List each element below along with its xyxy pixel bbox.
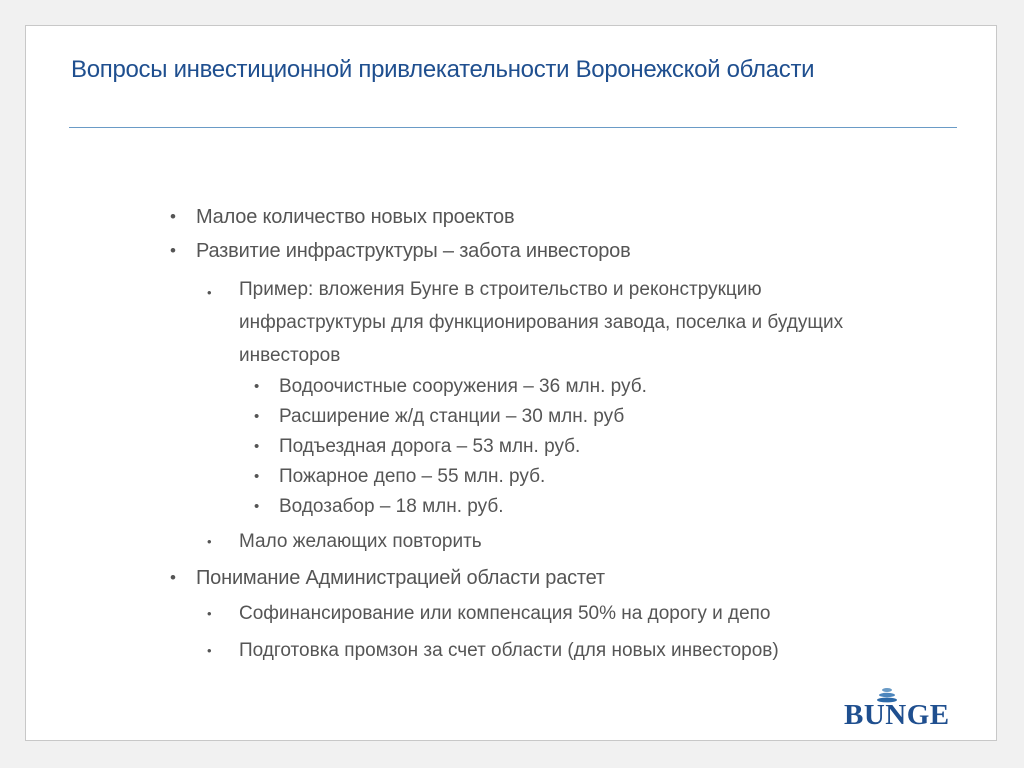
list-item [254,376,647,398]
bullet-icon: • [207,285,212,300]
bullet-icon: • [254,378,260,395]
list-item [207,273,879,372]
list-item-text: Софинансирование или компенсация 50% на дорогу и депо [239,603,771,624]
list-item-text: Пример: вложения Бунге в строительство и реконструкцию инфраструктуры для функционирования завода, поселка и будущих инвесторов [239,279,844,366]
slide-title: Вопросы инвестиционной привлекательности Воронежской области [71,56,815,83]
list-item [254,466,546,488]
bullet-icon: • [254,498,260,515]
bullet-icon: • [170,241,176,260]
list-item [170,567,605,590]
bunge-logo [844,692,984,732]
bullet-icon: • [254,408,260,425]
bullet-icon: • [170,568,176,587]
bullet-icon: • [170,207,176,226]
list-item-text: Мало желающих повторить [239,531,482,552]
list-item-text: Пожарное депо – 55 млн. руб. [279,466,546,487]
list-item [207,640,779,662]
bullet-icon: • [207,534,212,549]
list-item-text: Водоочистные сооружения – 36 млн. руб. [279,376,647,397]
list-item [207,531,482,553]
slide [25,25,997,741]
title-divider [69,127,957,128]
list-item-text: Подготовка промзон за счет области (для новых инвесторов) [239,640,779,661]
list-item-text: Расширение ж/д станции – 30 млн. руб [279,406,625,427]
bullet-icon: • [207,606,212,621]
list-item [207,603,771,625]
list-item [254,406,625,428]
logo-text: BUNGE [844,699,950,731]
list-item-text: Водозабор – 18 млн. руб. [279,496,504,517]
list-item [170,206,515,229]
list-item-text: Понимание Администрацией области растет [196,567,605,589]
bullet-icon: • [207,643,212,658]
bullet-icon: • [254,438,260,455]
list-item-text: Подъездная дорога – 53 млн. руб. [279,436,581,457]
list-item-text: Развитие инфраструктуры – забота инвесторов [196,240,631,262]
bullet-icon: • [254,468,260,485]
list-item [254,436,581,458]
list-item [254,496,504,518]
list-item-text: Малое количество новых проектов [196,206,515,228]
list-item [170,240,631,263]
